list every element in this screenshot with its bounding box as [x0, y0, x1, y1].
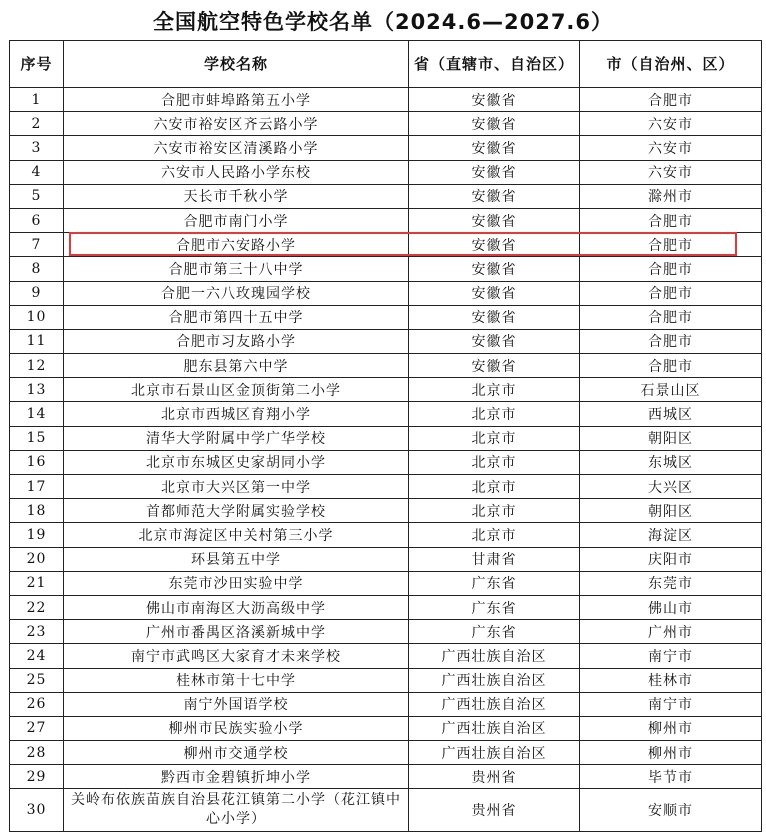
- cell-school-name: 桂林市第十七中学: [64, 668, 409, 692]
- table-row: [10, 378, 762, 402]
- cell-index: 12: [10, 354, 64, 378]
- cell-city: 合肥市: [580, 88, 762, 112]
- cell-school-name: 北京市大兴区第一中学: [64, 475, 409, 499]
- cell-index: 27: [10, 716, 64, 740]
- cell-province: 北京市: [409, 523, 580, 547]
- table-row: [10, 716, 762, 740]
- table-header-row: [10, 41, 762, 88]
- cell-province: 北京市: [409, 402, 580, 426]
- table-row: [10, 644, 762, 668]
- cell-city: 合肥市: [580, 354, 762, 378]
- table-row: [10, 692, 762, 716]
- cell-school-name: 六安市裕安区齐云路小学: [64, 112, 409, 136]
- cell-index: 4: [10, 160, 64, 184]
- cell-province: 安徽省: [409, 233, 580, 257]
- cell-province: 贵州省: [409, 765, 580, 789]
- cell-city: 东城区: [580, 450, 762, 474]
- school-list-table: [9, 40, 762, 832]
- cell-index: 6: [10, 208, 64, 232]
- table-row: [10, 184, 762, 208]
- cell-province: 北京市: [409, 378, 580, 402]
- table-row: [10, 160, 762, 184]
- header-city: 市（自治州、区）: [580, 41, 762, 88]
- cell-province: 广东省: [409, 595, 580, 619]
- cell-school-name: 合肥一六八玫瑰园学校: [64, 281, 409, 305]
- cell-province: 北京市: [409, 499, 580, 523]
- cell-school-name: 柳州市民族实验小学: [64, 716, 409, 740]
- cell-city: 庆阳市: [580, 547, 762, 571]
- cell-city: 广州市: [580, 620, 762, 644]
- cell-index: 14: [10, 402, 64, 426]
- cell-school-name: 合肥市第三十八中学: [64, 257, 409, 281]
- cell-index: 16: [10, 450, 64, 474]
- header-index: 序号: [10, 41, 64, 88]
- table-row: [10, 329, 762, 353]
- cell-school-name: 北京市海淀区中关村第三小学: [64, 523, 409, 547]
- table-row: [10, 620, 762, 644]
- cell-province: 北京市: [409, 475, 580, 499]
- cell-city: 南宁市: [580, 692, 762, 716]
- cell-province: 甘肃省: [409, 547, 580, 571]
- cell-city: 东莞市: [580, 571, 762, 595]
- cell-city: 合肥市: [580, 233, 762, 257]
- cell-school-name: 环县第五中学: [64, 547, 409, 571]
- cell-school-name: 北京市东城区史家胡同小学: [64, 450, 409, 474]
- cell-city: 合肥市: [580, 329, 762, 353]
- cell-index: 26: [10, 692, 64, 716]
- cell-province: 安徽省: [409, 184, 580, 208]
- cell-index: 1: [10, 88, 64, 112]
- table-row: [10, 789, 762, 832]
- cell-city: 大兴区: [580, 475, 762, 499]
- cell-index: 20: [10, 547, 64, 571]
- cell-city: 石景山区: [580, 378, 762, 402]
- table-row: [10, 523, 762, 547]
- cell-city: 西城区: [580, 402, 762, 426]
- cell-city: 毕节市: [580, 765, 762, 789]
- cell-school-name: 天长市千秋小学: [64, 184, 409, 208]
- cell-city: 柳州市: [580, 716, 762, 740]
- header-province: 省（直辖市、自治区）: [409, 41, 580, 88]
- cell-province: 广西壮族自治区: [409, 716, 580, 740]
- cell-school-name: 北京市西城区育翔小学: [64, 402, 409, 426]
- table-row: [10, 233, 762, 257]
- cell-city: 合肥市: [580, 208, 762, 232]
- cell-city: 合肥市: [580, 257, 762, 281]
- cell-school-name: 关岭布依族苗族自治县花江镇第二小学（花江镇中心小学）: [64, 789, 409, 832]
- cell-index: 18: [10, 499, 64, 523]
- cell-city: 朝阳区: [580, 499, 762, 523]
- cell-school-name: 六安市裕安区清溪路小学: [64, 136, 409, 160]
- table-row: [10, 741, 762, 765]
- cell-school-name: 黔西市金碧镇折坤小学: [64, 765, 409, 789]
- table-row: [10, 136, 762, 160]
- cell-school-name: 六安市人民路小学东校: [64, 160, 409, 184]
- cell-school-name: 东莞市沙田实验中学: [64, 571, 409, 595]
- cell-index: 19: [10, 523, 64, 547]
- cell-province: 广西壮族自治区: [409, 668, 580, 692]
- cell-province: 贵州省: [409, 789, 580, 832]
- cell-province: 安徽省: [409, 208, 580, 232]
- cell-school-name: 合肥市蚌埠路第五小学: [64, 88, 409, 112]
- cell-school-name: 南宁市武鸣区大家育才未来学校: [64, 644, 409, 668]
- cell-city: 柳州市: [580, 741, 762, 765]
- document-title: 全国航空特色学校名单（2024.6—2027.6）: [152, 10, 614, 34]
- table-row: [10, 402, 762, 426]
- table-row: [10, 571, 762, 595]
- cell-school-name: 清华大学附属中学广华学校: [64, 426, 409, 450]
- cell-school-name: 北京市石景山区金顶街第二小学: [64, 378, 409, 402]
- cell-school-name: 合肥市六安路小学: [64, 233, 409, 257]
- cell-index: 10: [10, 305, 64, 329]
- table-row: [10, 281, 762, 305]
- cell-school-name: 柳州市交通学校: [64, 741, 409, 765]
- table-row: [10, 475, 762, 499]
- cell-city: 合肥市: [580, 305, 762, 329]
- cell-index: 23: [10, 620, 64, 644]
- cell-index: 29: [10, 765, 64, 789]
- cell-index: 30: [10, 789, 64, 832]
- cell-index: 22: [10, 595, 64, 619]
- table-row: [10, 426, 762, 450]
- cell-province: 安徽省: [409, 281, 580, 305]
- cell-city: 南宁市: [580, 644, 762, 668]
- cell-city: 桂林市: [580, 668, 762, 692]
- cell-index: 3: [10, 136, 64, 160]
- cell-province: 安徽省: [409, 136, 580, 160]
- cell-index: 9: [10, 281, 64, 305]
- cell-school-name: 首都师范大学附属实验学校: [64, 499, 409, 523]
- cell-index: 5: [10, 184, 64, 208]
- cell-province: 安徽省: [409, 88, 580, 112]
- cell-city: 六安市: [580, 160, 762, 184]
- cell-province: 北京市: [409, 426, 580, 450]
- cell-index: 24: [10, 644, 64, 668]
- table-row: [10, 112, 762, 136]
- cell-province: 广东省: [409, 620, 580, 644]
- cell-index: 13: [10, 378, 64, 402]
- cell-index: 17: [10, 475, 64, 499]
- cell-city: 海淀区: [580, 523, 762, 547]
- table-row: [10, 257, 762, 281]
- cell-province: 广西壮族自治区: [409, 741, 580, 765]
- cell-school-name: 合肥市南门小学: [64, 208, 409, 232]
- cell-index: 7: [10, 233, 64, 257]
- cell-city: 滁州市: [580, 184, 762, 208]
- cell-city: 安顺市: [580, 789, 762, 832]
- cell-province: 安徽省: [409, 329, 580, 353]
- table-row: [10, 450, 762, 474]
- table-row: [10, 88, 762, 112]
- table-row: [10, 595, 762, 619]
- table-row: [10, 354, 762, 378]
- header-school-name: 学校名称: [64, 41, 409, 88]
- cell-index: 21: [10, 571, 64, 595]
- cell-city: 合肥市: [580, 281, 762, 305]
- cell-province: 北京市: [409, 450, 580, 474]
- cell-school-name: 肥东县第六中学: [64, 354, 409, 378]
- cell-index: 11: [10, 329, 64, 353]
- cell-index: 15: [10, 426, 64, 450]
- cell-city: 佛山市: [580, 595, 762, 619]
- cell-city: 六安市: [580, 112, 762, 136]
- table-body: [10, 88, 762, 832]
- cell-province: 安徽省: [409, 112, 580, 136]
- cell-province: 安徽省: [409, 305, 580, 329]
- cell-index: 2: [10, 112, 64, 136]
- cell-province: 广西壮族自治区: [409, 692, 580, 716]
- cell-city: 朝阳区: [580, 426, 762, 450]
- cell-province: 广西壮族自治区: [409, 644, 580, 668]
- cell-city: 六安市: [580, 136, 762, 160]
- cell-province: 安徽省: [409, 160, 580, 184]
- cell-index: 28: [10, 741, 64, 765]
- cell-province: 广东省: [409, 571, 580, 595]
- table-row: [10, 208, 762, 232]
- cell-school-name: 佛山市南海区大沥高级中学: [64, 595, 409, 619]
- cell-province: 安徽省: [409, 354, 580, 378]
- table-row: [10, 305, 762, 329]
- cell-school-name: 合肥市第四十五中学: [64, 305, 409, 329]
- table-row: [10, 547, 762, 571]
- cell-school-name: 南宁外国语学校: [64, 692, 409, 716]
- table-row: [10, 765, 762, 789]
- table-row: [10, 499, 762, 523]
- cell-province: 安徽省: [409, 257, 580, 281]
- cell-school-name: 合肥市习友路小学: [64, 329, 409, 353]
- table-row: [10, 668, 762, 692]
- cell-index: 25: [10, 668, 64, 692]
- cell-school-name: 广州市番禺区洛溪新城中学: [64, 620, 409, 644]
- cell-index: 8: [10, 257, 64, 281]
